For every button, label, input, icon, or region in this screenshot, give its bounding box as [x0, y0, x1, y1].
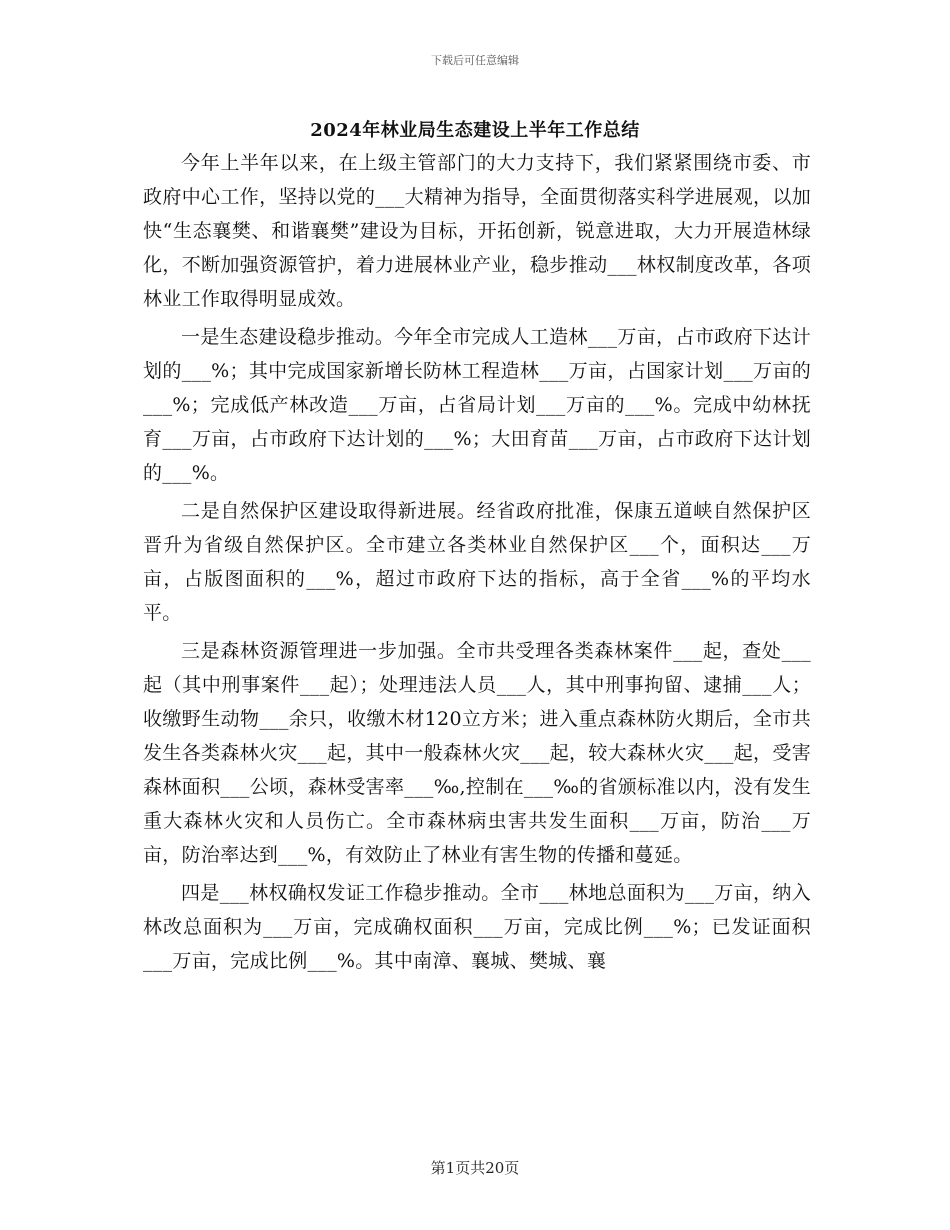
paragraph-resources: 三是森林资源管理进一步加强。全市共受理各类森林案件___起，查处___起（其中刑事案件___起）；处理违法人员___人，其中刑事拘留、逮捕___人；收缴野生动物___余只，收缴木材120立方米；进入重点森林防火期后，全市共发生各类森林火灾___起，其中一般森林火灾___起，较大森林火灾___起，受害森林面积___公顷，森林受害率___‰,控制在___‰的省颁标准以内，没有发生重大森林火灾和人员伤亡。全市森林病虫害共发生面积___万亩，防治___万亩，防治率达到___%，有效防止了林业有害生物的传播和蔓延。: [143, 640, 811, 866]
paragraph-reserve: 二是自然保护区建设取得新进展。经省政府批准，保康五道峡自然保护区晋升为省级自然保护区。全市建立各类林业自然保护区___个，面积达___万亩，占版图面积的___%，超过市政府下达的指标，高于全省___%的平均水平。: [143, 500, 811, 624]
paragraph-intro: 今年上半年以来，在上级主管部门的大力支持下，我们紧紧围绕市委、市政府中心工作，坚持以党的___大精神为指导，全面贯彻落实科学进展观，以加快“生态襄樊、和谐襄樊”建设为目标，开拓创新，锐意进取，大力开展造林绿化，不断加强资源管护，着力进展林业产业，稳步推动___林权制度改革，各项林业工作取得明显成效。: [143, 152, 811, 310]
document-body: [143, 146, 811, 978]
page-number: 第1页共20页: [430, 1159, 520, 1177]
paragraph-ecology: 一是生态建设稳步推动。今年全市完成人工造林___万亩，占市政府下达计划的___%；其中完成国家新增长防林工程造林___万亩，占国家计划___万亩的___%；完成低产林改造___万亩，占省局计划___万亩的___%。完成中幼林抚育___万亩，占市政府下达计划的___%；大田育苗___万亩，占市政府下达计划的___%。: [143, 326, 811, 484]
paragraph-forest-rights: 四是___林权确权发证工作稳步推动。全市___林地总面积为___万亩，纳入林改总面积为___万亩，完成确权面积___万亩，完成比例___%；已发证面积___万亩，完成比例___%。其中南漳、襄城、樊城、襄: [143, 882, 811, 972]
document-title: 2024年林业局生态建设上半年工作总结: [310, 120, 640, 141]
header-note: 下载后可任意编辑: [431, 54, 519, 67]
